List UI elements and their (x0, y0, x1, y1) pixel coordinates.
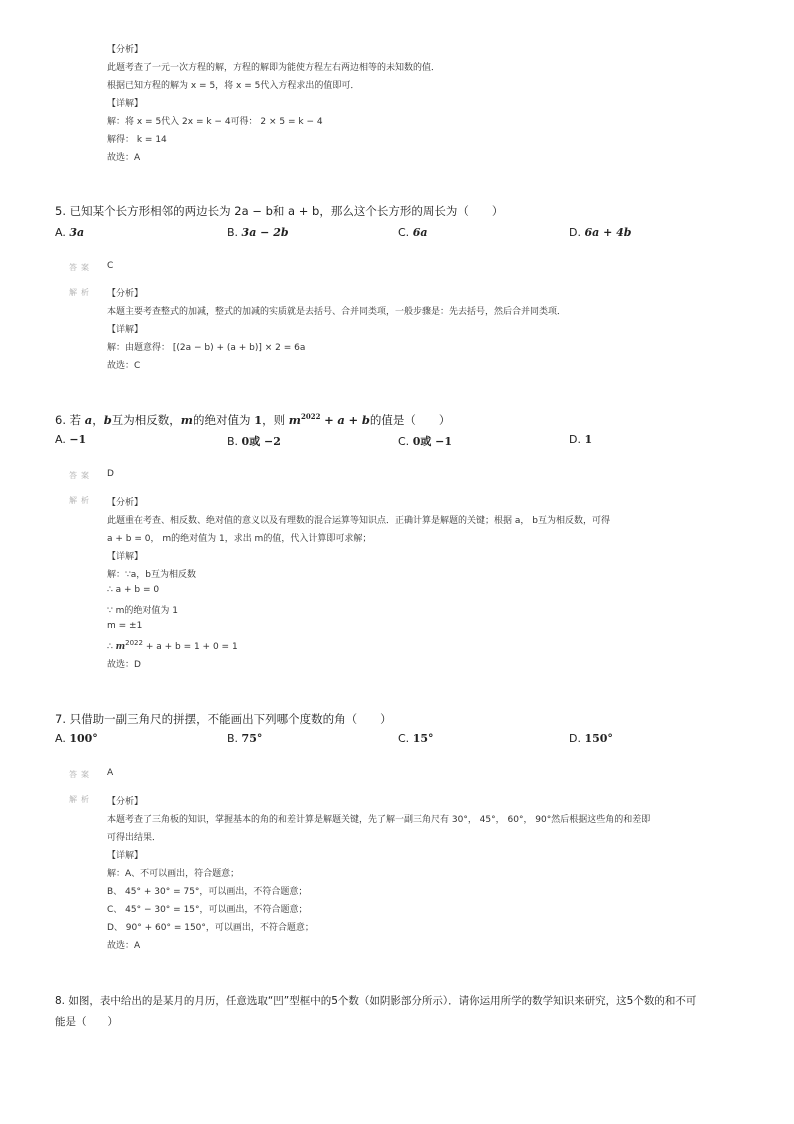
question-5-analysis-line: 解：由题意得： [(2a − b) + (a + b)] × 2 = 6a (107, 343, 306, 353)
question-7-answer: A (107, 768, 114, 778)
prev-analysis-text-2: 根据已知方程的解为 x = 5，将 x = 5代入方程求出的值即可． (107, 81, 360, 91)
question-6-analysis-tag: 解析 (69, 496, 93, 505)
question-7-option-d: D. 150° (569, 732, 613, 745)
question-5-analysis-tag: 解析 (69, 288, 93, 297)
question-6-analysis-line: ∴ a + b = 0 (107, 585, 160, 595)
prev-analysis-heading: 【分析】 (107, 45, 144, 55)
question-7-analysis-line: 本题考查了三角板的知识，掌握基本的角的和差计算是解题关键，先了解一副三角尺有 30°， 45°， 60°， 90°然后根据这些角的和差即 (107, 815, 651, 825)
question-5-option-c: C. 6a (398, 226, 428, 239)
question-6-option-a: A. −1 (55, 433, 87, 446)
question-7-analysis-line: D、 90° + 60° = 150°，可以画出，不符合题意； (107, 923, 314, 933)
question-5-option-d: D. 6a + 4b (569, 226, 632, 239)
question-7-option-c: C. 15° (398, 732, 434, 745)
question-8-stem-line-1: 8. 如图，表中给出的是某月的月历，任意选取“凹”型框中的5个数（如阴影部分所示）．请你运用所学的数学知识来研究，这5个数的和不可 (55, 995, 697, 1007)
question-6-analysis-line: 此题重在考查、相反数、绝对值的意义以及有理数的混合运算等知识点．正确计算是解题的关键；根据 a， b互为相反数，可得 (107, 516, 610, 526)
prev-detail-heading: 【详解】 (107, 99, 144, 109)
question-7-stem: 7. 只借助一副三角尺的拼摆，不能画出下列哪个度数的角（ ） (55, 712, 392, 726)
question-5-option-b: B. 3a − 2b (227, 226, 289, 239)
prev-choice-line: 故选：A (107, 153, 141, 163)
question-6-analysis-line: a + b = 0， m的绝对值为 1，求出 m的值，代入计算即可求解； (107, 534, 372, 544)
question-7-answer-tag: 答案 (69, 770, 93, 779)
question-5-analysis-line: 【详解】 (107, 325, 144, 335)
question-6-option-b: B. 0或 −2 (227, 435, 281, 448)
question-5-analysis-line: 故选：C (107, 361, 141, 371)
question-6-analysis-line: 【分析】 (107, 498, 144, 508)
question-7-analysis-line: 故选：A (107, 941, 141, 951)
question-6-option-d: D. 1 (569, 433, 593, 446)
question-5-stem: 5. 已知某个长方形相邻的两边长为 2a − b和 a + b，那么这个长方形的周长为（ ） (55, 204, 504, 218)
question-5-answer-tag: 答案 (69, 263, 93, 272)
question-7-analysis-line: 可得出结果． (107, 833, 162, 843)
question-7-analysis-line: C、 45° − 30° = 15°，可以画出，不符合题意； (107, 905, 308, 915)
prev-result-line: 解得： k = 14 (107, 135, 167, 145)
question-5-analysis-line: 本题主要考查整式的加减，整式的加减的实质就是去括号、合并同类项，一般步骤是：先去括号，然后合并同类项． (107, 307, 567, 317)
question-6-analysis-line: ∴ $m^{2022} + a + b = 1 + 0 = 1$ (107, 639, 238, 652)
question-6-answer: D (107, 469, 114, 479)
question-7-option-b: B. 75° (227, 732, 263, 745)
question-7-analysis-tag: 解析 (69, 795, 93, 804)
question-6-analysis-line: m = ±1 (107, 621, 143, 631)
question-5-option-a: A. 3a (55, 226, 85, 239)
question-7-analysis-line: 【分析】 (107, 797, 144, 807)
question-6-analysis-line: 解：∵a，b互为相反数 (107, 570, 196, 580)
question-5-analysis-line: 【分析】 (107, 289, 144, 299)
question-5-answer: C (107, 261, 114, 271)
question-6-analysis-line: ∵ m的绝对值为 1 (107, 606, 178, 616)
prev-analysis-text: 此题考查了一元一次方程的解，方程的解即为能使方程左右两边相等的未知数的值． (107, 63, 441, 73)
question-7-analysis-line: 【详解】 (107, 851, 144, 861)
prev-solution-line: 解：将 x = 5代入 2x = k − 4可得： 2 × 5 = k − 4 (107, 117, 323, 127)
question-7-analysis-line: 解：A、不可以画出，符合题意； (107, 869, 240, 879)
question-6-option-c: C. 0或 −1 (398, 435, 453, 448)
question-6-stem: 6. 若 a，b互为相反数，m的绝对值为 1，则 $m^{2022} + a + b$的值是（ ） (55, 412, 451, 427)
question-6-analysis-line: 故选：D (107, 660, 141, 670)
question-6-analysis-line: 【详解】 (107, 552, 144, 562)
question-7-analysis-line: B、 45° + 30° = 75°，可以画出，不符合题意； (107, 887, 308, 897)
question-6-answer-tag: 答案 (69, 471, 93, 480)
question-8-stem-line-2: 能是（ ） (55, 1016, 118, 1028)
question-7-option-a: A. 100° (55, 732, 98, 745)
